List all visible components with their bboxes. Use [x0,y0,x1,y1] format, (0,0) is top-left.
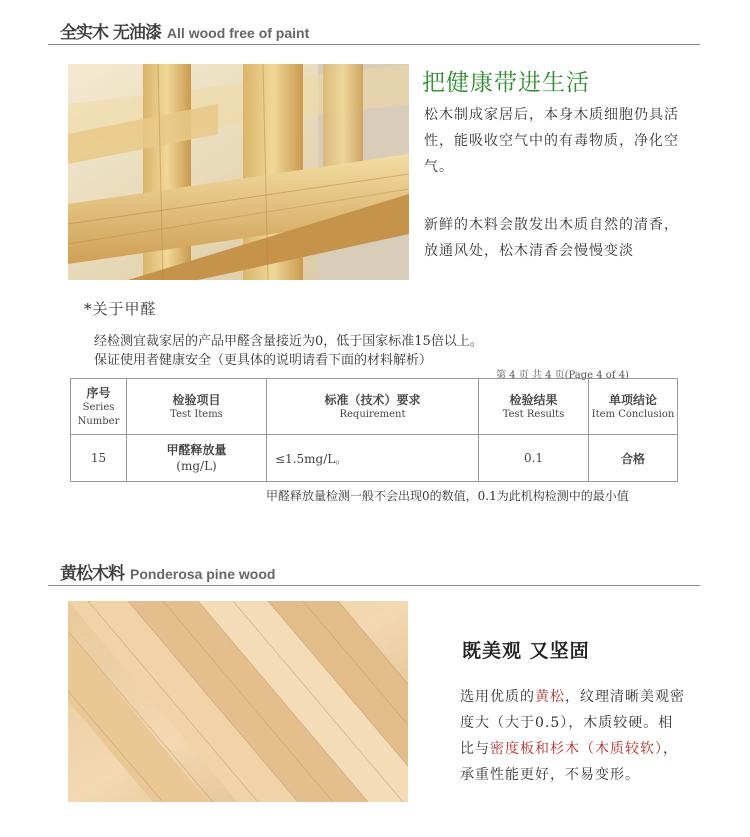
header-test-results: 检验结果 Test Results [479,379,589,435]
header-test-items: 检验项目 Test Items [127,379,267,435]
formaldehyde-line2: 保证使用者健康安全（更具体的说明请看下面的材料解析） [94,353,433,368]
formaldehyde-footnote: 甲醛释放量检测一般不会出现0的数值，0.1为此机构检测中的最小值 [266,489,629,503]
pine-plank-photo [68,601,408,802]
section-title-en: All wood free of paint [166,25,310,41]
pine-activity-text: 松木制成家居后，本身木质细胞仍具活性，能吸收空气中的有毒物质，净化空气。 [424,107,679,175]
header-number: 序号 Series Number [71,379,127,435]
test-report-table [70,378,678,482]
table-row [71,435,678,482]
section-header-ponderosa [60,559,275,584]
cell-requirement: ≤1.5mg/L。 [267,435,479,482]
report-page-label: 第 4 页 共 4 页(Page 4 of 4) [496,370,629,381]
cell-test-result: 0.1 [479,435,589,482]
section-title-cn: 黄松木料 [60,564,124,584]
section-title-cn: 全实木 无油漆 [60,23,161,43]
header-requirement: 标准（技术）要求 Requirement [267,379,479,435]
desc-text-b: ，纹理清晰美观密度大（大于0.5），木质较硬。相比与 [460,689,685,757]
ponderosa-description [460,684,686,788]
table-header-row [71,379,678,435]
section-title-en: Ponderosa pine wood [130,566,276,582]
cell-conclusion: 合格 [589,435,678,482]
pine-fragrance-text: 新鲜的木料会散发出木质自然的清香，放通风处，松木清香会慢慢变淡 [424,217,679,259]
desc-text-c: ，承重性能更好，不易变形。 [460,741,678,783]
desc-highlight-pine: 黄松 [535,689,565,705]
formaldehyde-line1: 经检测宜裁家居的产品甲醛含量接近为0，低于国家标准15倍以上。 [94,334,483,349]
desc-highlight-comparison: 密度板和杉木（木质较软） [490,741,663,757]
section-header-paint-free [60,18,309,43]
desc-text-a: 选用优质的 [460,689,535,705]
cell-test-item: 甲醛释放量 (mg/L) [127,435,267,482]
pine-joint-photo [68,64,409,280]
divider [48,44,700,45]
divider [48,585,700,586]
header-conclusion: 单项结论 Item Conclusion [589,379,678,435]
beautiful-sturdy-heading: 既美观 又坚固 [462,640,590,662]
cell-number: 15 [71,435,127,482]
formaldehyde-heading: *关于甲醛 [84,300,157,318]
healthy-life-heading: 把健康带进生活 [422,70,590,96]
